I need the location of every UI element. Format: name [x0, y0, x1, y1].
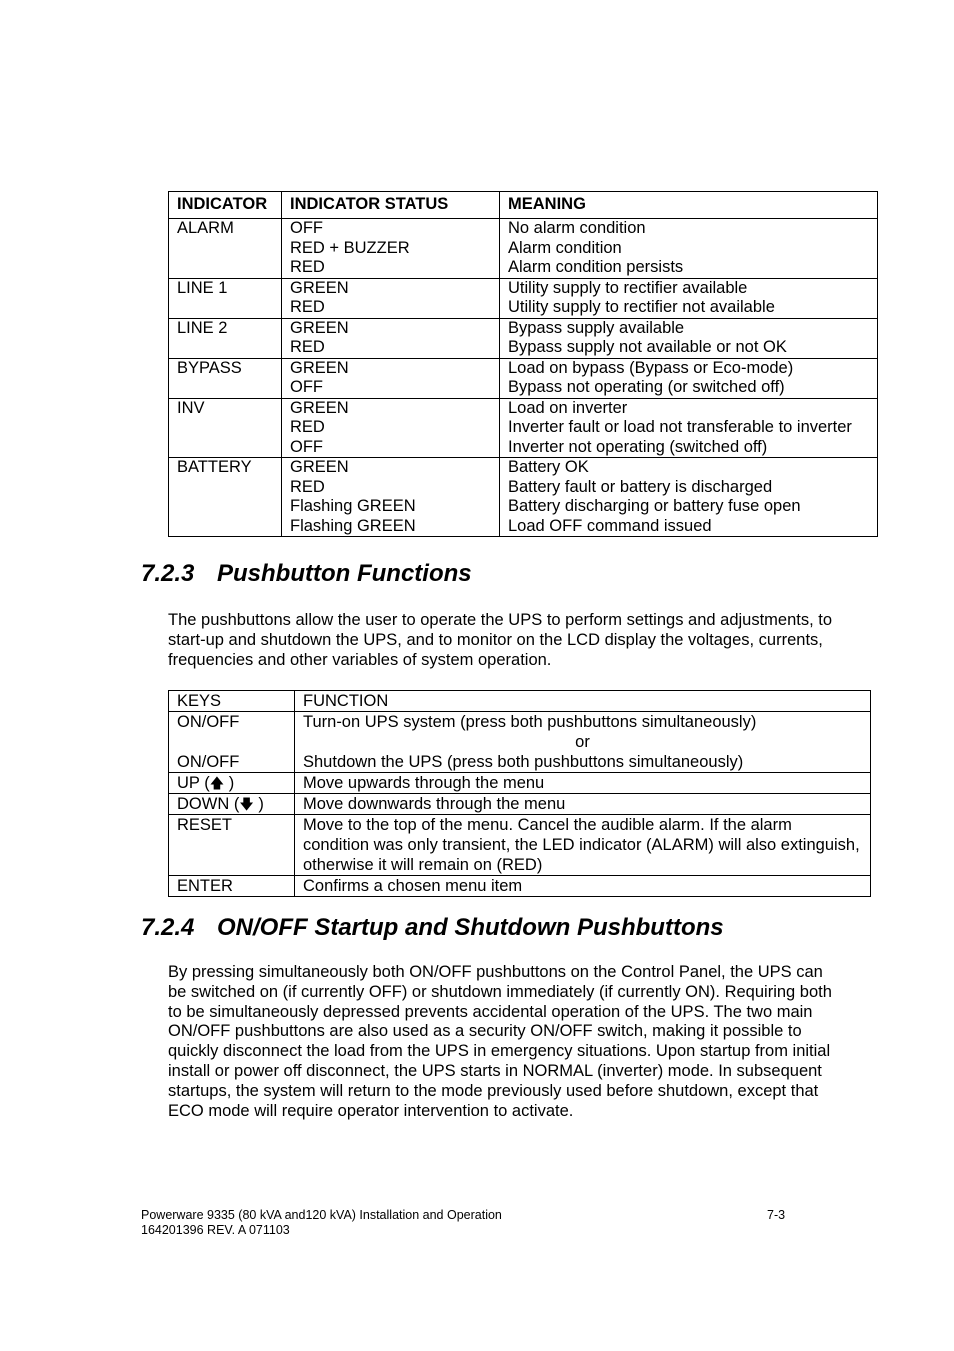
indicator-status-cell: [282, 458, 500, 537]
page-number: 7-3: [767, 1208, 786, 1222]
header-function: FUNCTION: [295, 691, 871, 712]
indicator-status: GREEN: [290, 358, 349, 377]
indicator-status: RED: [290, 418, 325, 436]
meaning: Load on inverter: [508, 398, 628, 417]
indicator-table-header: [169, 192, 878, 219]
pushbutton-intro-paragraph: The pushbuttons allow the user to operate the UPS to perform settings and adjustments, to start-up and shutdown the UPS, and to monitor on the LCD display the voltages, currents, frequencies and other variables of system operation.: [168, 611, 833, 669]
section-number: 7.2.3: [141, 560, 195, 587]
indicator-status: RED: [290, 477, 325, 496]
footer: [141, 1208, 502, 1238]
onoff-paragraph: By pressing simultaneously both ON/OFF pushbuttons on the Control Panel, the UPS can be switched on (if currently OFF) or shutdown immediately (if currently ON). Requiring both to be simultaneously depressed prevents accidental operation of the UPS. The two main ON/OFF pushbuttons are also used as a security ON/OFF switch, making it possible to quickly disconnect the load from the UPS in emergency situations. Upon startup from initial install or power off disconnect, the UPS starts in NORMAL (inverter) mode. In subsequent startups, the system will return to the mode previously used before shutdown, except that ECO mode will require operator intervention to activate.: [168, 963, 832, 1120]
indicator-status: OFF: [290, 437, 323, 456]
key-onoff: ON/OFF: [177, 753, 240, 771]
meaning: Inverter fault or load not transferable to inverter: [508, 418, 852, 436]
indicator-status: OFF: [290, 378, 323, 396]
indicator-name: ALARM: [169, 219, 282, 279]
indicator-status: GREEN: [290, 398, 349, 417]
table-row: [169, 815, 871, 876]
keys-table-header: [169, 691, 871, 712]
table-row: [169, 458, 878, 537]
key-reset: RESET: [169, 815, 295, 876]
indicator-name: INV: [169, 398, 282, 458]
meaning: Inverter not operating (switched off): [508, 437, 768, 456]
meaning-cell: [500, 219, 878, 279]
arrow-down-icon: 🡇: [239, 796, 254, 812]
indicator-status: GREEN: [290, 458, 349, 476]
meaning: Bypass not operating (or switched off): [508, 378, 785, 396]
meaning: Load on bypass (Bypass or Eco-mode): [508, 358, 794, 377]
function-turn-on: Turn-on UPS system (press both pushbuttons simultaneously): [303, 713, 757, 731]
indicator-status: RED: [290, 298, 325, 316]
or-text: or: [575, 733, 590, 751]
keys-table: [168, 690, 871, 897]
indicator-status-cell: [282, 398, 500, 458]
key-up-suffix: ): [224, 774, 235, 792]
meaning: Battery discharging or battery fuse open: [508, 497, 801, 515]
section-title: ON/OFF Startup and Shutdown Pushbuttons: [217, 914, 724, 941]
header-indicator: INDICATOR: [169, 192, 282, 219]
table-row: [169, 794, 871, 815]
key-enter: ENTER: [169, 876, 295, 897]
meaning-cell: [500, 358, 878, 398]
indicator-status: OFF: [290, 219, 323, 237]
table-row: [169, 712, 871, 773]
section-heading-7-2-4: [141, 914, 724, 942]
indicator-status-cell: [282, 278, 500, 318]
section-title: Pushbutton Functions: [217, 560, 472, 587]
section-number: 7.2.4: [141, 914, 195, 941]
table-row: [169, 773, 871, 794]
meaning: Alarm condition persists: [508, 258, 684, 276]
key-onoff: ON/OFF: [177, 713, 240, 731]
indicator-name: BYPASS: [169, 358, 282, 398]
table-row: [169, 876, 871, 897]
meaning: Battery OK: [508, 458, 589, 476]
meaning: No alarm condition: [508, 219, 646, 237]
function-enter: Confirms a chosen menu item: [295, 876, 871, 897]
indicator-status-cell: [282, 318, 500, 358]
key-down-label: DOWN (: [177, 795, 240, 813]
indicator-status: GREEN: [290, 318, 349, 337]
meaning: Bypass supply not available or not OK: [508, 338, 787, 356]
indicator-status-cell: [282, 219, 500, 279]
meaning-cell: [500, 398, 878, 458]
indicator-status-cell: [282, 358, 500, 398]
arrow-up-icon: 🡅: [209, 775, 225, 791]
meaning-cell: [500, 458, 878, 537]
meaning: Utility supply to rectifier available: [508, 278, 748, 297]
function-shutdown: Shutdown the UPS (press both pushbuttons simultaneously): [303, 753, 744, 771]
table-row: [169, 358, 878, 398]
meaning-cell: [500, 278, 878, 318]
table-row: [169, 219, 878, 279]
meaning-cell: [500, 318, 878, 358]
indicator-status: Flashing GREEN: [290, 497, 416, 515]
function-down: Move downwards through the menu: [295, 794, 871, 815]
header-keys: KEYS: [169, 691, 295, 712]
table-row: [169, 278, 878, 318]
key-down: [169, 794, 295, 815]
indicator-name: BATTERY: [169, 458, 282, 537]
table-row: [169, 398, 878, 458]
function-up: Move upwards through the menu: [295, 773, 871, 794]
indicator-name: LINE 2: [169, 318, 282, 358]
header-indicator-status: INDICATOR STATUS: [282, 192, 500, 219]
indicator-status: RED: [290, 258, 325, 276]
indicator-status: RED + BUZZER: [290, 238, 410, 257]
meaning: Alarm condition: [508, 238, 622, 257]
meaning: Utility supply to rectifier not available: [508, 298, 775, 316]
indicator-status: RED: [290, 338, 325, 356]
footer-document-title: Powerware 9335 (80 kVA and120 kVA) Installation and Operation: [141, 1208, 502, 1222]
meaning: Battery fault or battery is discharged: [508, 477, 773, 496]
indicator-name: LINE 1: [169, 278, 282, 318]
indicator-table-body: [169, 219, 878, 537]
indicator-table: [168, 191, 878, 537]
meaning: Load OFF command issued: [508, 516, 712, 535]
footer-revision: 164201396 REV. A 071103: [141, 1223, 290, 1237]
key-down-suffix: ): [253, 795, 264, 813]
function-reset: Move to the top of the menu. Cancel the audible alarm. If the alarm condition was only transient, the LED indicator (ALARM) will also extinguish, otherwise it will remain on (RED): [295, 815, 871, 876]
indicator-status: GREEN: [290, 278, 349, 297]
table-row: [169, 318, 878, 358]
indicator-status: Flashing GREEN: [290, 516, 416, 535]
key-up: [169, 773, 295, 794]
header-meaning: MEANING: [500, 192, 878, 219]
key-up-label: UP (: [177, 774, 210, 792]
meaning: Bypass supply available: [508, 318, 685, 337]
section-heading-7-2-3: [141, 560, 472, 588]
